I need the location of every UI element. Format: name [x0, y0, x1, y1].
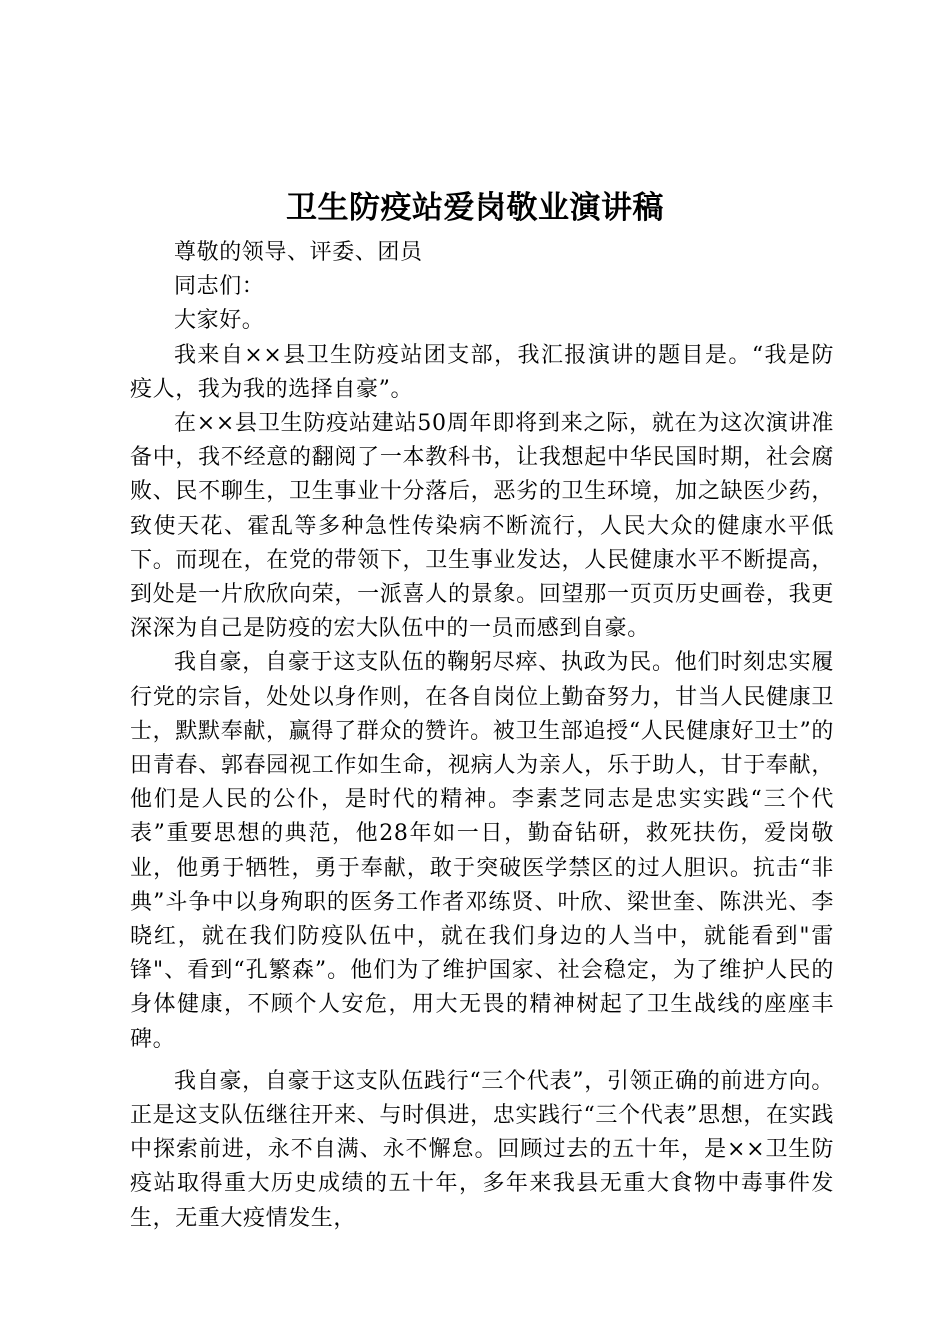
- body-paragraph: 我自豪，自豪于这支队伍践行“三个代表”，引领正确的前进方向。正是这支队伍继往开来、与时俱进，忠实践行“三个代表”思想，在实践中探索前进，永不自满、永不懈怠。回顾过去的五十年，是××卫生防疫站取得重大历史成绩的五十年，多年来我县无重大食物中毒事件发生，无重大疫情发生，: [130, 1068, 834, 1231]
- document-title: 卫生防疫站爱岗敬业演讲稿: [286, 190, 664, 226]
- salutation-line: 同志们：: [174, 274, 265, 300]
- body-paragraph: 我自豪，自豪于这支队伍的鞠躬尽瘁、执政为民。他们时刻忠实履行党的宗旨，处处以身作则，在各自岗位上勤奋努力，甘当人民健康卫士，默默奉献，赢得了群众的赞许。被卫生部追授“人民健康好卫士”的田青春、郭春园视工作如生命，视病人为亲人，乐于助人，甘于奉献，他们是人民的公仆，是时代的精神。李素芝同志是忠实实践“三个代表”重要思想的典范，他28年如一日，勤奋钻研，救死扶伤，爱岗敬业，他勇于牺牲，勇于奉献，敢于突破医学禁区的过人胆识。抗击“非典”斗争中以身殉职的医务工作者邓练贤、叶欣、梁世奎、陈洪光、李晓红，就在我们防疫队伍中，就在我们身边的人当中，就能看到"雷锋"、看到“孔繁森”。他们为了维护国家、社会稳定，为了维护人民的身体健康，不顾个人安危，用大无畏的精神树起了卫生战线的座座丰碑。: [130, 650, 834, 1052]
- greeting-line: 大家好。: [174, 308, 265, 334]
- document-body: [130, 236, 834, 1236]
- body-paragraph: 在××县卫生防疫站建站50周年即将到来之际，就在为这次演讲准备中，我不经意的翻阅了一本教科书，让我想起中华民国时期，社会腐败、民不聊生，卫生事业十分落后，恶劣的卫生环境，加之缺医少药，致使天花、霍乱等多种急性传染病不断流行，人民大众的健康水平低下。而现在，在党的带领下，卫生事业发达，人民健康水平不断提高，到处是一片欣欣向荣，一派喜人的景象。回望那一页页历史画卷，我更深深为自己是防疫的宏大队伍中的一员而感到自豪。: [130, 411, 834, 642]
- salutation-line: 尊敬的领导、评委、团员: [174, 240, 423, 265]
- body-paragraph: 我来自××县卫生防疫站团支部，我汇报演讲的题目是。“我是防疫人，我为我的选择自豪”。: [130, 342, 834, 402]
